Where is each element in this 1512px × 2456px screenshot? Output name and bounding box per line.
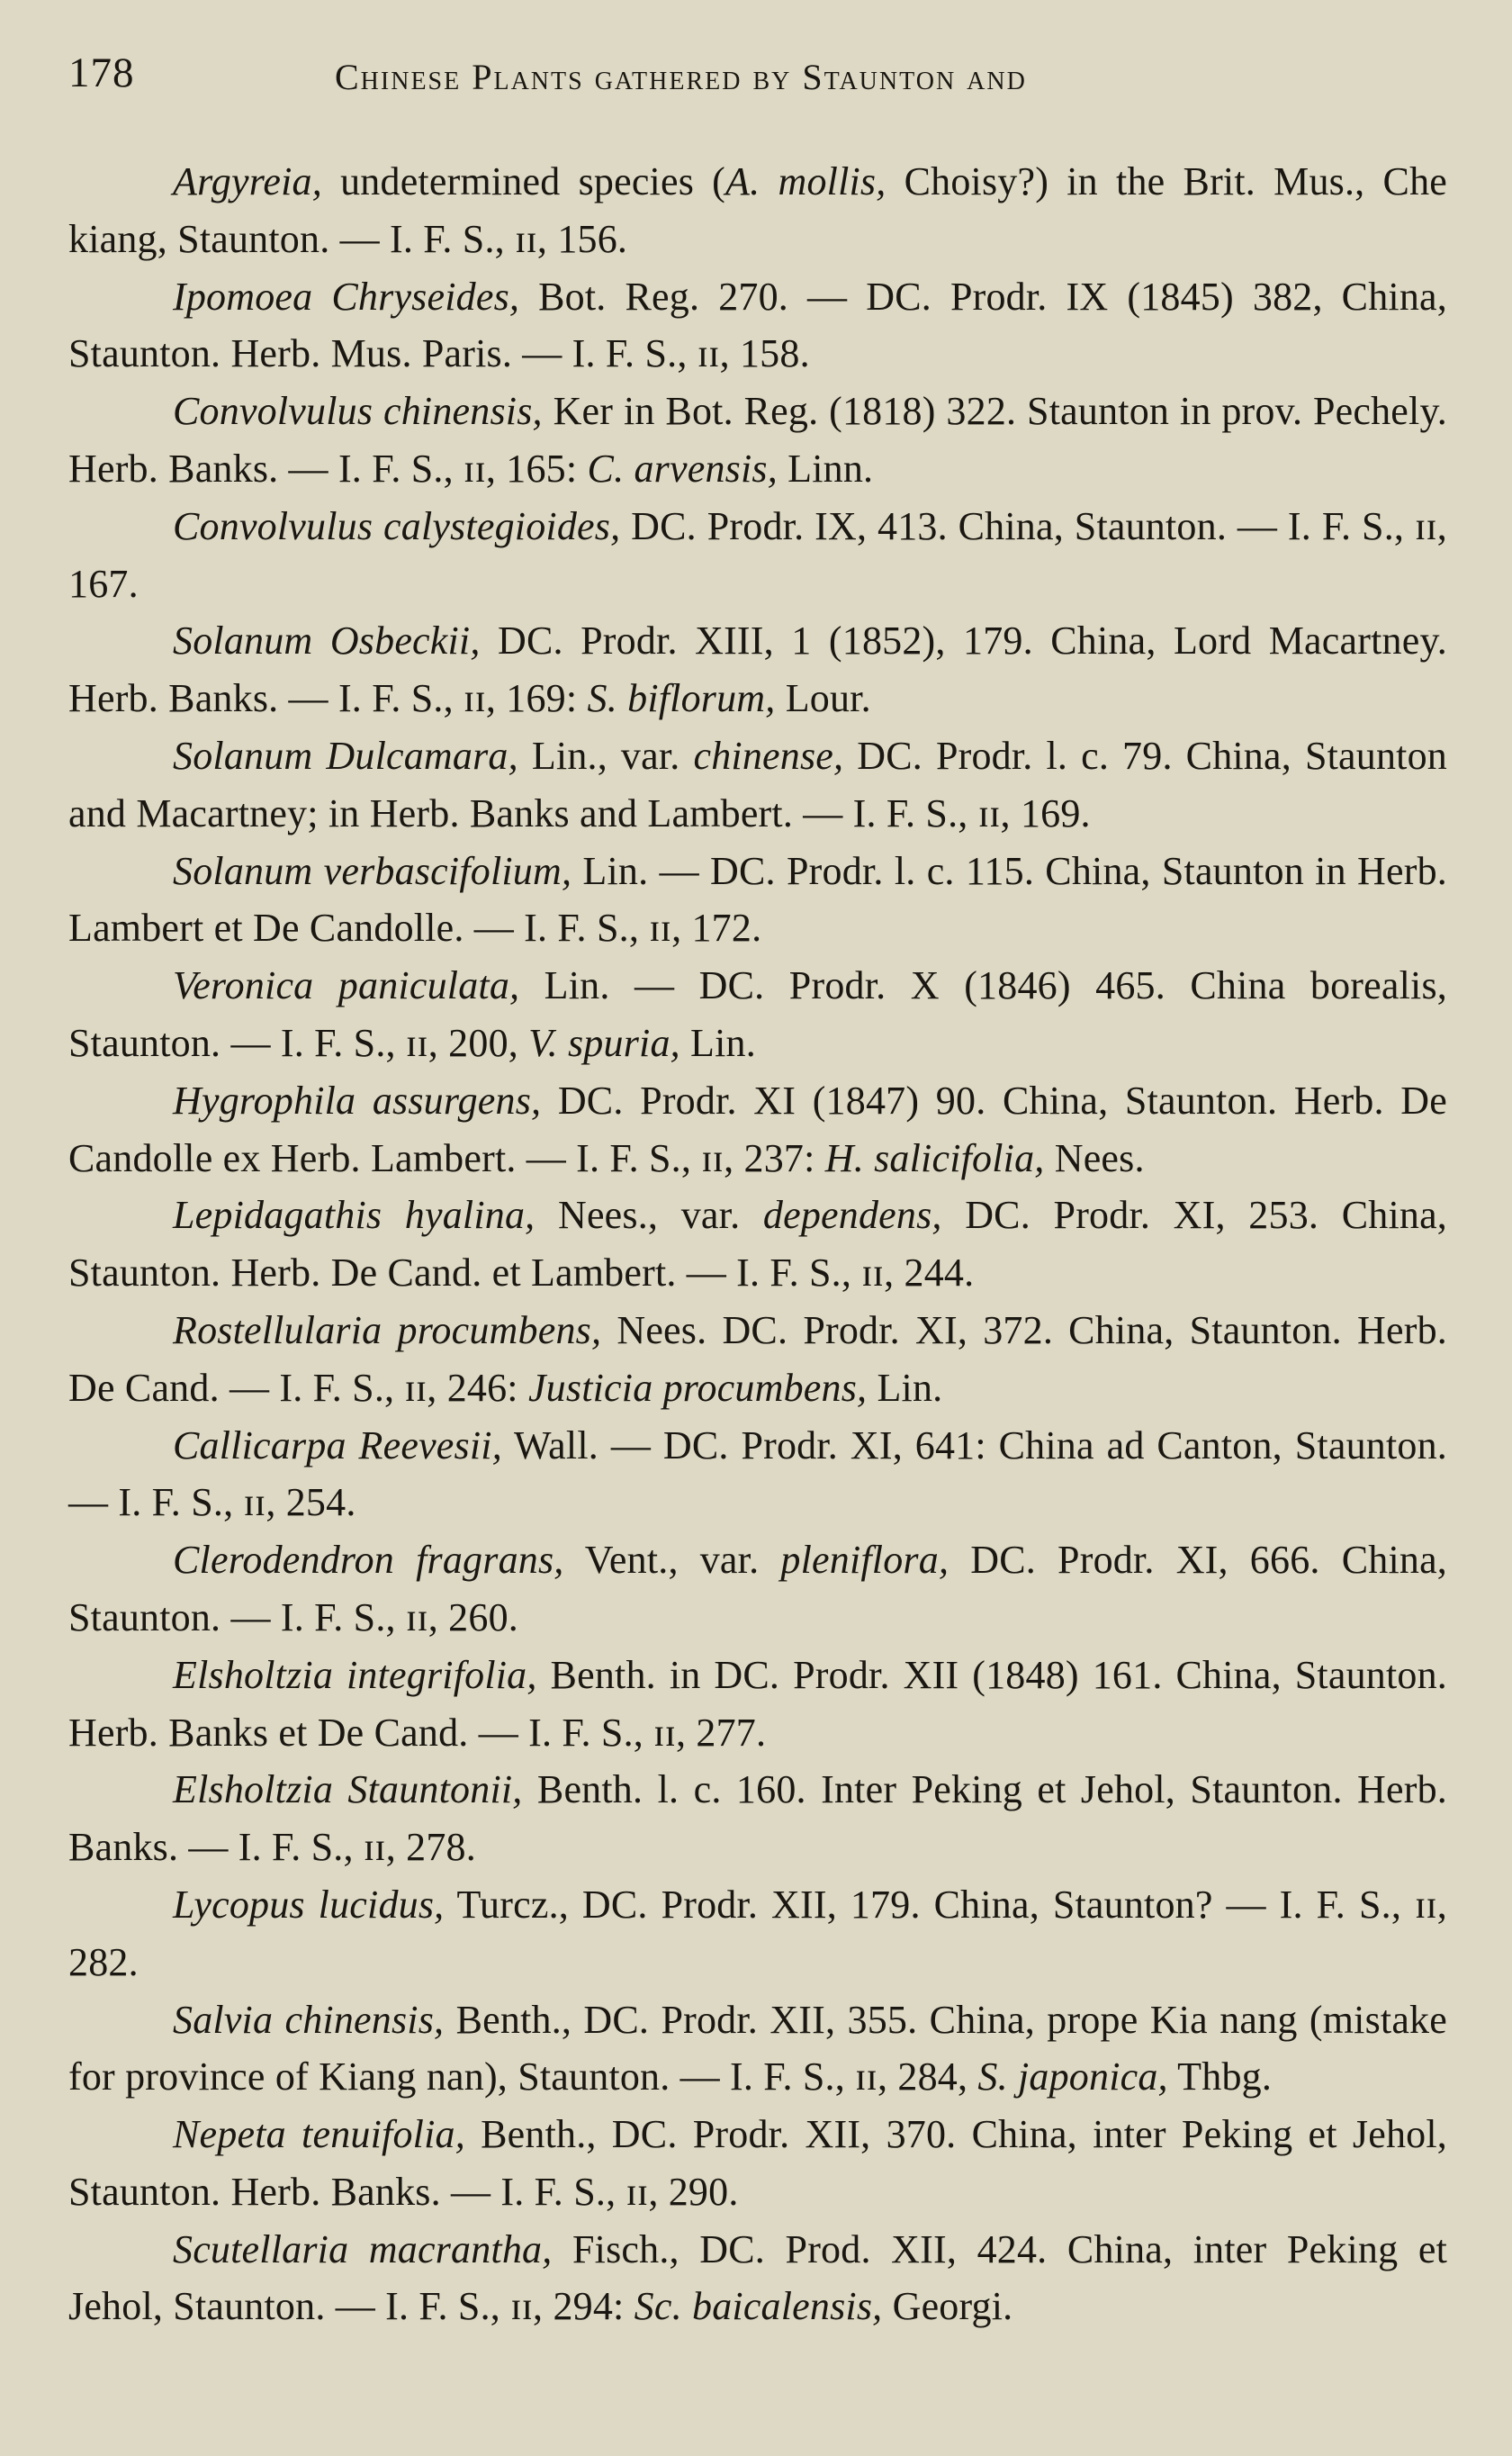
species-entry — [68, 1417, 1447, 1532]
entry-text: Lin., var. — [518, 733, 694, 778]
species-entry — [68, 1761, 1447, 1876]
synonym-name: dependens, — [762, 1193, 942, 1238]
species-entry — [68, 1991, 1447, 2107]
species-name: Nepeta tenuifolia, — [173, 2112, 465, 2157]
species-name: Veronica paniculata, — [173, 963, 520, 1008]
species-entry — [68, 1187, 1447, 1302]
entry-text-rest: DC. Prodr. l. c. 79. China, Staunton and Macartney; in Herb. Banks and Lambert. — I. F. S., ɪɪ, 169. — [68, 733, 1447, 835]
species-name: Clerodendron fragrans, — [173, 1538, 564, 1583]
species-name: Elsholtzia Stauntonii, — [173, 1767, 523, 1812]
synonym-name: A. mollis, — [725, 159, 886, 203]
species-name: Hygrophila assurgens, — [173, 1078, 542, 1123]
species-name: Rostellularia procumbens, — [173, 1307, 602, 1352]
synonym-name: Sc. baicalensis, — [634, 2284, 883, 2329]
entry-text-rest: Lin. — [867, 1365, 943, 1410]
entry-text-rest: Linn. — [777, 446, 874, 491]
synonym-name: pleniflora, — [780, 1538, 950, 1583]
entry-text: Benth., DC. Prodr. XII, 370. China, inter Peking et Jehol, Staunton. Herb. Banks. — I. F. S., ɪɪ, 290. — [68, 2112, 1447, 2214]
entry-text: DC. Prodr. XI (1847) 90. China, Staunton. Herb. De Candolle ex Herb. Lambert. — I. F. S., ɪɪ, 237: — [68, 1078, 1447, 1180]
synonym-name: C. arvensis, — [587, 446, 778, 491]
species-entry — [68, 1302, 1447, 1417]
synonym-name: chinense, — [693, 733, 844, 778]
species-entry — [68, 727, 1447, 843]
page-number: 178 — [68, 50, 135, 96]
entry-text-rest: Lour. — [775, 676, 871, 721]
synonym-name: H. salicifolia, — [824, 1135, 1045, 1180]
entry-text: Benth., DC. Prodr. XII, 355. China, prope Kia nang (mistake for province of Kiang nan), Staunton. — I. F. S., ɪɪ, 284, — [68, 1997, 1447, 2099]
entry-text: DC. Prodr. XIII, 1 (1852), 179. China, Lord Macartney. Herb. Banks. — I. F. S., ɪɪ, 169: — [68, 619, 1447, 721]
body-text — [68, 153, 1447, 2335]
page-header — [0, 43, 1512, 106]
species-name: Scutellaria macrantha, — [173, 2226, 553, 2271]
synonym-name: S. japonica, — [977, 2054, 1168, 2099]
species-name: Salvia chinensis, — [173, 1997, 445, 2042]
entry-text: Ker in Bot. Reg. (1818) 322. Staunton in prov. Pechely. Herb. Banks. — I. F. S., ɪɪ, 165: — [68, 389, 1448, 491]
species-entry — [68, 268, 1447, 384]
species-name: Ipomoea Chryseides, — [173, 274, 520, 319]
species-entry — [68, 843, 1447, 958]
species-name: Solanum verbascifolium, — [173, 848, 572, 893]
species-name: Solanum Dulcamara, — [173, 733, 518, 778]
species-name: Convolvulus calystegioides, — [173, 503, 621, 548]
entry-text: undetermined species ( — [321, 159, 726, 203]
entry-text-rest: Thbg. — [1167, 2054, 1273, 2099]
species-entry — [68, 498, 1447, 613]
entry-text-rest: Georgi. — [882, 2284, 1013, 2329]
entry-text: Benth. in DC. Prodr. XII (1848) 161. China, Staunton. Herb. Banks et De Cand. — I. F. S., ɪɪ, 277. — [68, 1652, 1447, 1755]
entry-text: Fisch., DC. Prod. XII, 424. China, inter Peking et Jehol, Staunton. — I. F. S., ɪɪ, 294: — [68, 2226, 1447, 2329]
entry-text: Nees. DC. Prodr. XI, 372. China, Staunton. Herb. De Cand. — I. F. S., ɪɪ, 246: — [68, 1307, 1447, 1410]
species-entry — [68, 612, 1447, 727]
entry-text-rest: Lin. — [680, 1020, 756, 1065]
species-name: Convolvulus chinensis, — [173, 389, 543, 434]
species-entry — [68, 2106, 1447, 2221]
species-entry — [68, 1647, 1447, 1762]
entry-text: Turcz., DC. Prodr. XII, 179. China, Staunton? — I. F. S., ɪɪ, 282. — [68, 1882, 1447, 1984]
species-entry — [68, 1531, 1447, 1647]
entry-text-rest: DC. Prodr. XI, 666. China, Staunton. — I. F. S., ɪɪ, 260. — [68, 1538, 1448, 1639]
entry-text: DC. Prodr. IX, 413. China, Staunton. — I. F. S., ɪɪ, 167. — [68, 503, 1447, 606]
entry-text: Nees., var. — [535, 1193, 763, 1238]
species-entry — [68, 2221, 1447, 2336]
entry-text: Wall. — DC. Prodr. XI, 641: China ad Canton, Staunton. — I. F. S., ɪɪ, 254. — [68, 1422, 1447, 1525]
entry-text: Benth. l. c. 160. Inter Peking et Jehol, Staunton. Herb. Banks. — I. F. S., ɪɪ, 278. — [68, 1767, 1447, 1870]
species-name: Solanum Osbeckii, — [173, 619, 481, 664]
species-name: Elsholtzia integrifolia, — [173, 1652, 537, 1697]
species-name: Callicarpa Reevesii, — [173, 1422, 502, 1467]
synonym-name: S. biflorum, — [587, 676, 776, 721]
species-entry — [68, 153, 1447, 268]
synonym-name: Justicia procumbens, — [527, 1365, 868, 1410]
synonym-name: V. spuria, — [528, 1020, 680, 1065]
entry-text-rest: Nees. — [1044, 1135, 1145, 1180]
species-entry — [68, 1876, 1447, 1991]
species-name: Argyreia, — [173, 159, 322, 203]
species-entry — [68, 1072, 1447, 1187]
entry-text: Bot. Reg. 270. — DC. Prodr. IX (1845) 382, China, Staunton. Herb. Mus. Paris. — I. F. S., ɪɪ, 158. — [68, 274, 1447, 376]
species-name: Lepidagathis hyalina, — [173, 1193, 536, 1238]
species-name: Lycopus lucidus, — [173, 1882, 445, 1927]
entry-text-rest: Choisy?) in the Brit. Mus., Che kiang, Staunton. — I. F. S., ɪɪ, 156. — [68, 159, 1447, 261]
running-head: Chinese Plants gathered by Staunton and — [335, 57, 1027, 97]
species-entry — [68, 383, 1447, 498]
entry-text: Lin. — DC. Prodr. l. c. 115. China, Staunton in Herb. Lambert et De Candolle. — I. F. S., ɪɪ, 172. — [68, 848, 1447, 951]
species-entry — [68, 957, 1447, 1072]
entry-text-rest: DC. Prodr. XI, 253. China, Staunton. Herb. De Cand. et Lambert. — I. F. S., ɪɪ, 244. — [68, 1193, 1447, 1296]
entry-text: Vent., var. — [563, 1538, 781, 1583]
entry-text: Lin. — DC. Prodr. X (1846) 465. China borealis, Staunton. — I. F. S., ɪɪ, 200, — [68, 963, 1447, 1065]
